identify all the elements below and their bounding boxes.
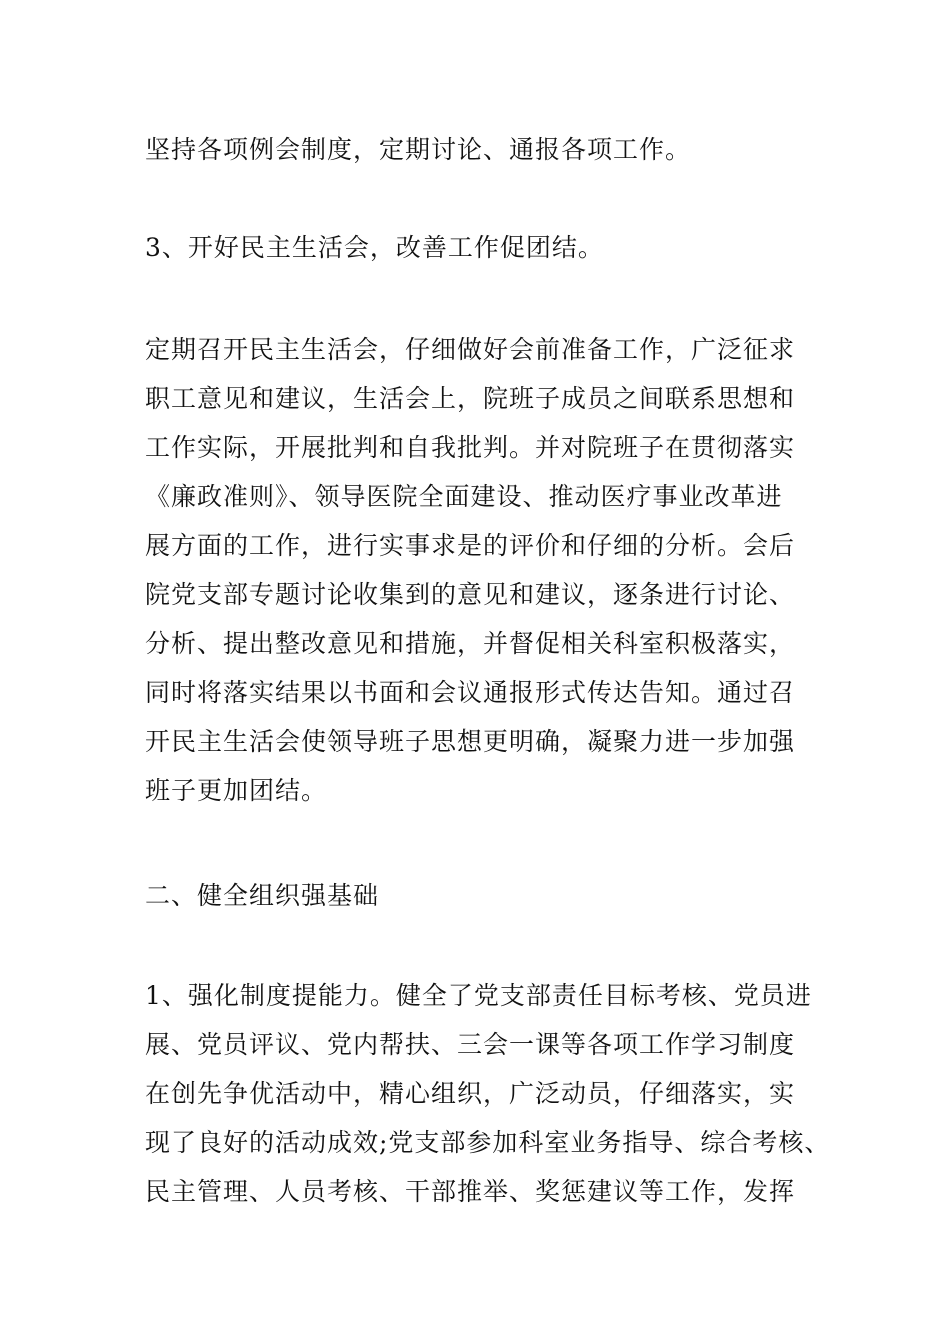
section-heading-2: 二、健全组织强基础: [145, 881, 380, 910]
paragraph-3-line-4: 《廉政准则》、领导医院全面建设、推动医疗事业改革进: [145, 482, 783, 511]
paragraph-3-line-1: 定期召开民主生活会，仔细做好会前准备工作，广泛征求: [145, 335, 796, 364]
paragraph-3-line-10: 班子更加团结。: [145, 776, 328, 805]
paragraph-3-line-5: 展方面的工作，进行实事求是的评价和仔细的分析。会后: [145, 531, 796, 560]
paragraph-5-line-5: 民主管理、人员考核、干部推举、奖惩建议等工作，发挥: [145, 1177, 796, 1206]
paragraph-5-line-1: 1、强化制度提能力。健全了党支部责任目标考核、党员进: [145, 981, 812, 1010]
paragraph-3-line-7: 分析、提出整改意见和措施，并督促相关科室积极落实，: [145, 629, 796, 658]
paragraph-3-line-9: 开民主生活会使领导班子思想更明确，凝聚力进一步加强: [145, 727, 796, 756]
paragraph-3-line-8: 同时将落实结果以书面和会议通报形式传达告知。通过召: [145, 678, 796, 707]
paragraph-3-line-2: 职工意见和建议，生活会上，院班子成员之间联系思想和: [145, 384, 796, 413]
paragraph-3-line-3: 工作实际，开展批判和自我批判。并对院班子在贯彻落实: [145, 433, 796, 462]
paragraph-5-line-4: 现了良好的活动成效;党支部参加科室业务指导、综合考核、: [145, 1128, 831, 1157]
paragraph-5-line-2: 展、党员评议、党内帮扶、三会一课等各项工作学习制度: [145, 1030, 796, 1059]
paragraph-5-line-3: 在创先争优活动中，精心组织，广泛动员，仔细落实，实: [145, 1079, 796, 1108]
paragraph-3-line-6: 院党支部专题讨论收集到的意见和建议，逐条进行讨论、: [145, 580, 796, 609]
section-heading-3: 3、开好民主生活会，改善工作促团结。: [145, 233, 604, 262]
paragraph-1-line-1: 坚持各项例会制度，定期讨论、通报各项工作。: [145, 135, 692, 164]
